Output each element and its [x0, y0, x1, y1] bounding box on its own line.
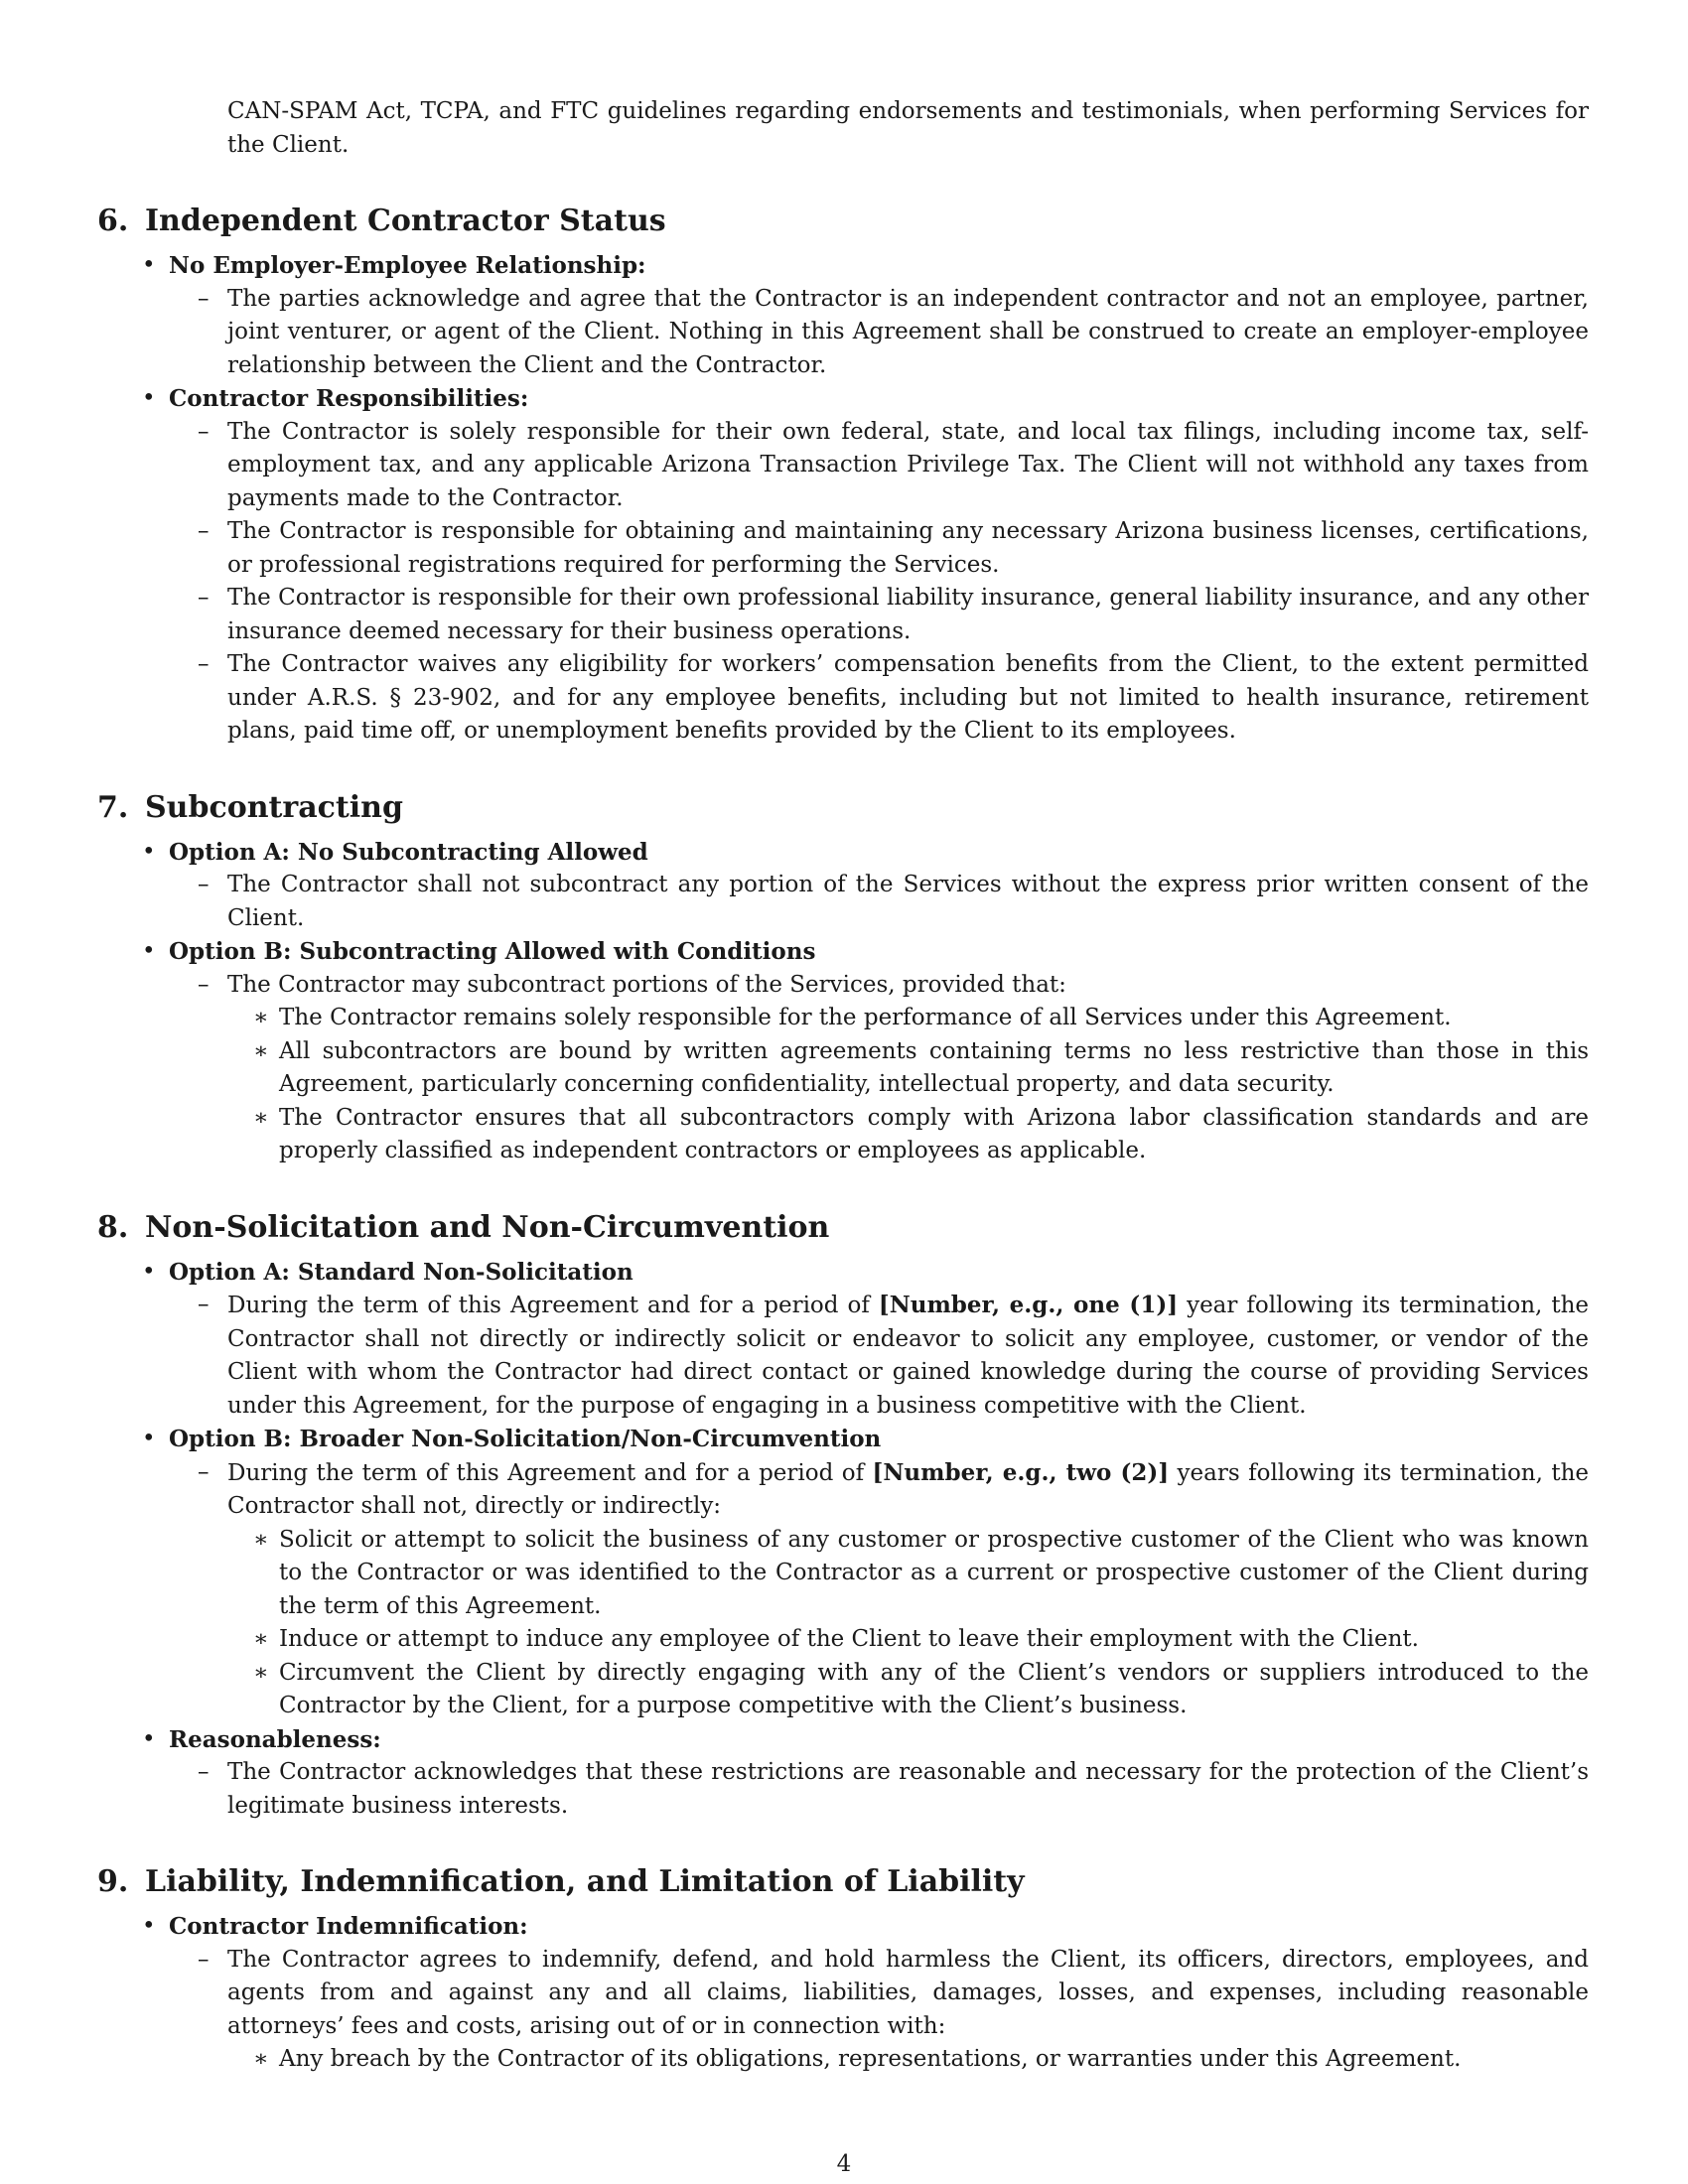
clause-text: years following its termination, the Contractor shall not, directly or indirectly:: [227, 1459, 1589, 1519]
clause-text: During the term of this Agreement and for a period of: [227, 1293, 879, 1318]
section-number: 9.: [97, 1864, 129, 1899]
dash-item: – The Contractor is responsible for obtaining and maintaining any necessary Arizona business licenses, certifications, or professional registrations required for performing the Services.: [227, 515, 1589, 582]
section-title: Subcontracting: [145, 789, 403, 825]
dash-item: [227, 1456, 1589, 1524]
section-number: 8.: [97, 1209, 129, 1245]
bullet-item: • Contractor Responsibilities:: [169, 382, 1589, 416]
section-6-heading: [97, 202, 1589, 241]
section-9: [97, 1862, 1589, 2077]
fill-in-placeholder: [Number, e.g., two (2)]: [872, 1458, 1170, 1486]
section-number: 6.: [97, 204, 129, 238]
fill-in-placeholder: [Number, e.g., one (1)]: [878, 1292, 1179, 1318]
dash-item: – The parties acknowledge and agree that the Contractor is an independent contractor and not an employee, partner, joint venturer, or agent of the Client. Nothing in this Agreement shall be construed to create an employer-employee relationship between the Client and the Contractor.: [227, 283, 1589, 383]
bullet-item: • Contractor Indemnification:: [169, 1910, 1589, 1944]
bullet-item: • Option B: Subcontracting Allowed with Conditions: [169, 935, 1589, 969]
continued-paragraph: CAN-SPAM Act, TCPA, and FTC guidelines regarding endorsements and testimonials, when performing Services for the Client.: [227, 98, 1589, 158]
star-item: ∗ Circumvent the Client by directly engaging with any of the Client’s vendors or suppliers introduced to the Contractor by the Client, for a purpose competitive with the Client’s business.: [279, 1657, 1589, 1723]
section-7-heading: [97, 788, 1589, 828]
dash-item: – The Contractor waives any eligibility for workers’ compensation benefits from the Client, to the extent permitted under A.R.S. § 23-902, and for any employee benefits, including but not limited to health insurance, retirement plans, paid time off, or unemployment benefits provided by the Client to its employees.: [227, 648, 1589, 749]
bullet-item: • Option B: Broader Non-Solicitation/Non-Circumvention: [169, 1423, 1589, 1456]
document-page: [97, 95, 1589, 2077]
star-item: ∗ All subcontractors are bound by written agreements containing terms no less restrictive than those in this Agreement, particularly concerning confidentiality, intellectual property, and data security.: [279, 1035, 1589, 1102]
dash-item: – The Contractor is responsible for their own professional liability insurance, general liability insurance, and any other insurance deemed necessary for their business operations.: [227, 582, 1589, 648]
dash-item: – The Contractor agrees to indemnify, defend, and hold harmless the Client, its officers, directors, employees, and agents from and against any and all claims, liabilities, damages, losses, and expenses, including reasonable attorneys’ fees and costs, arising out of or in connection with:: [227, 1944, 1589, 2044]
star-item: ∗ Solicit or attempt to solicit the business of any customer or prospective customer of the Client who was known to the Contractor or was identified to the Contractor as a current or prospective customer of the Client during the term of this Agreement.: [279, 1524, 1589, 1624]
star-item: ∗ Any breach by the Contractor of its obligations, representations, or warranties under this Agreement.: [279, 2043, 1589, 2077]
bullet-item: • Option A: No Subcontracting Allowed: [169, 836, 1589, 870]
star-item: ∗ The Contractor ensures that all subcontractors comply with Arizona labor classification standards and are properly classified as independent contractors or employees as applicable.: [279, 1102, 1589, 1168]
bullet-item: • Option A: Standard Non-Solicitation: [169, 1256, 1589, 1290]
dash-item: – The Contractor may subcontract portions of the Services, provided that:: [227, 969, 1589, 1003]
bullet-item: • Reasonableness:: [169, 1723, 1589, 1757]
clause-text: During the term of this Agreement and for a period of: [227, 1459, 873, 1486]
star-item: ∗ Induce or attempt to induce any employee of the Client to leave their employment with the Client.: [279, 1623, 1589, 1657]
dash-item: – The Contractor is solely responsible for their own federal, state, and local tax filings, including income tax, self-employment tax, and any applicable Arizona Transaction Privilege Tax. The Client will not withhold any taxes from payments made to the Contractor.: [227, 416, 1589, 516]
section-9-heading: [97, 1862, 1589, 1902]
bullet-item: • No Employer-Employee Relationship:: [169, 249, 1589, 283]
dash-item: – The Contractor shall not subcontract any portion of the Services without the express prior written consent of the Client.: [227, 869, 1589, 935]
section-title: Non-Solicitation and Non-Circumvention: [145, 1209, 830, 1245]
section-8: [97, 1208, 1589, 1824]
clause-text: year following its termination, the Contractor shall not directly or indirectly solicit or endeavor to solicit any employee, customer, or vendor of the Client with whom the Contractor had direct contact or gained knowledge during the course of providing Services under this Agreement, for the purpose of engaging in a business competitive with the Client.: [227, 1293, 1590, 1419]
page-number: 4: [836, 2151, 852, 2177]
section-title: Independent Contractor Status: [145, 204, 666, 238]
section-6: [97, 202, 1589, 749]
dash-item: [227, 1289, 1589, 1423]
star-item: ∗ The Contractor remains solely responsible for the performance of all Services under this Agreement.: [279, 1002, 1589, 1035]
section-title: Liability, Indemnification, and Limitation of Liability: [145, 1864, 1025, 1899]
section-8-heading: [97, 1208, 1589, 1248]
section-7: [97, 788, 1589, 1168]
dash-item: – The Contractor acknowledges that these restrictions are reasonable and necessary for the protection of the Client’s legitimate business interests.: [227, 1756, 1589, 1823]
section-number: 7.: [97, 789, 129, 825]
